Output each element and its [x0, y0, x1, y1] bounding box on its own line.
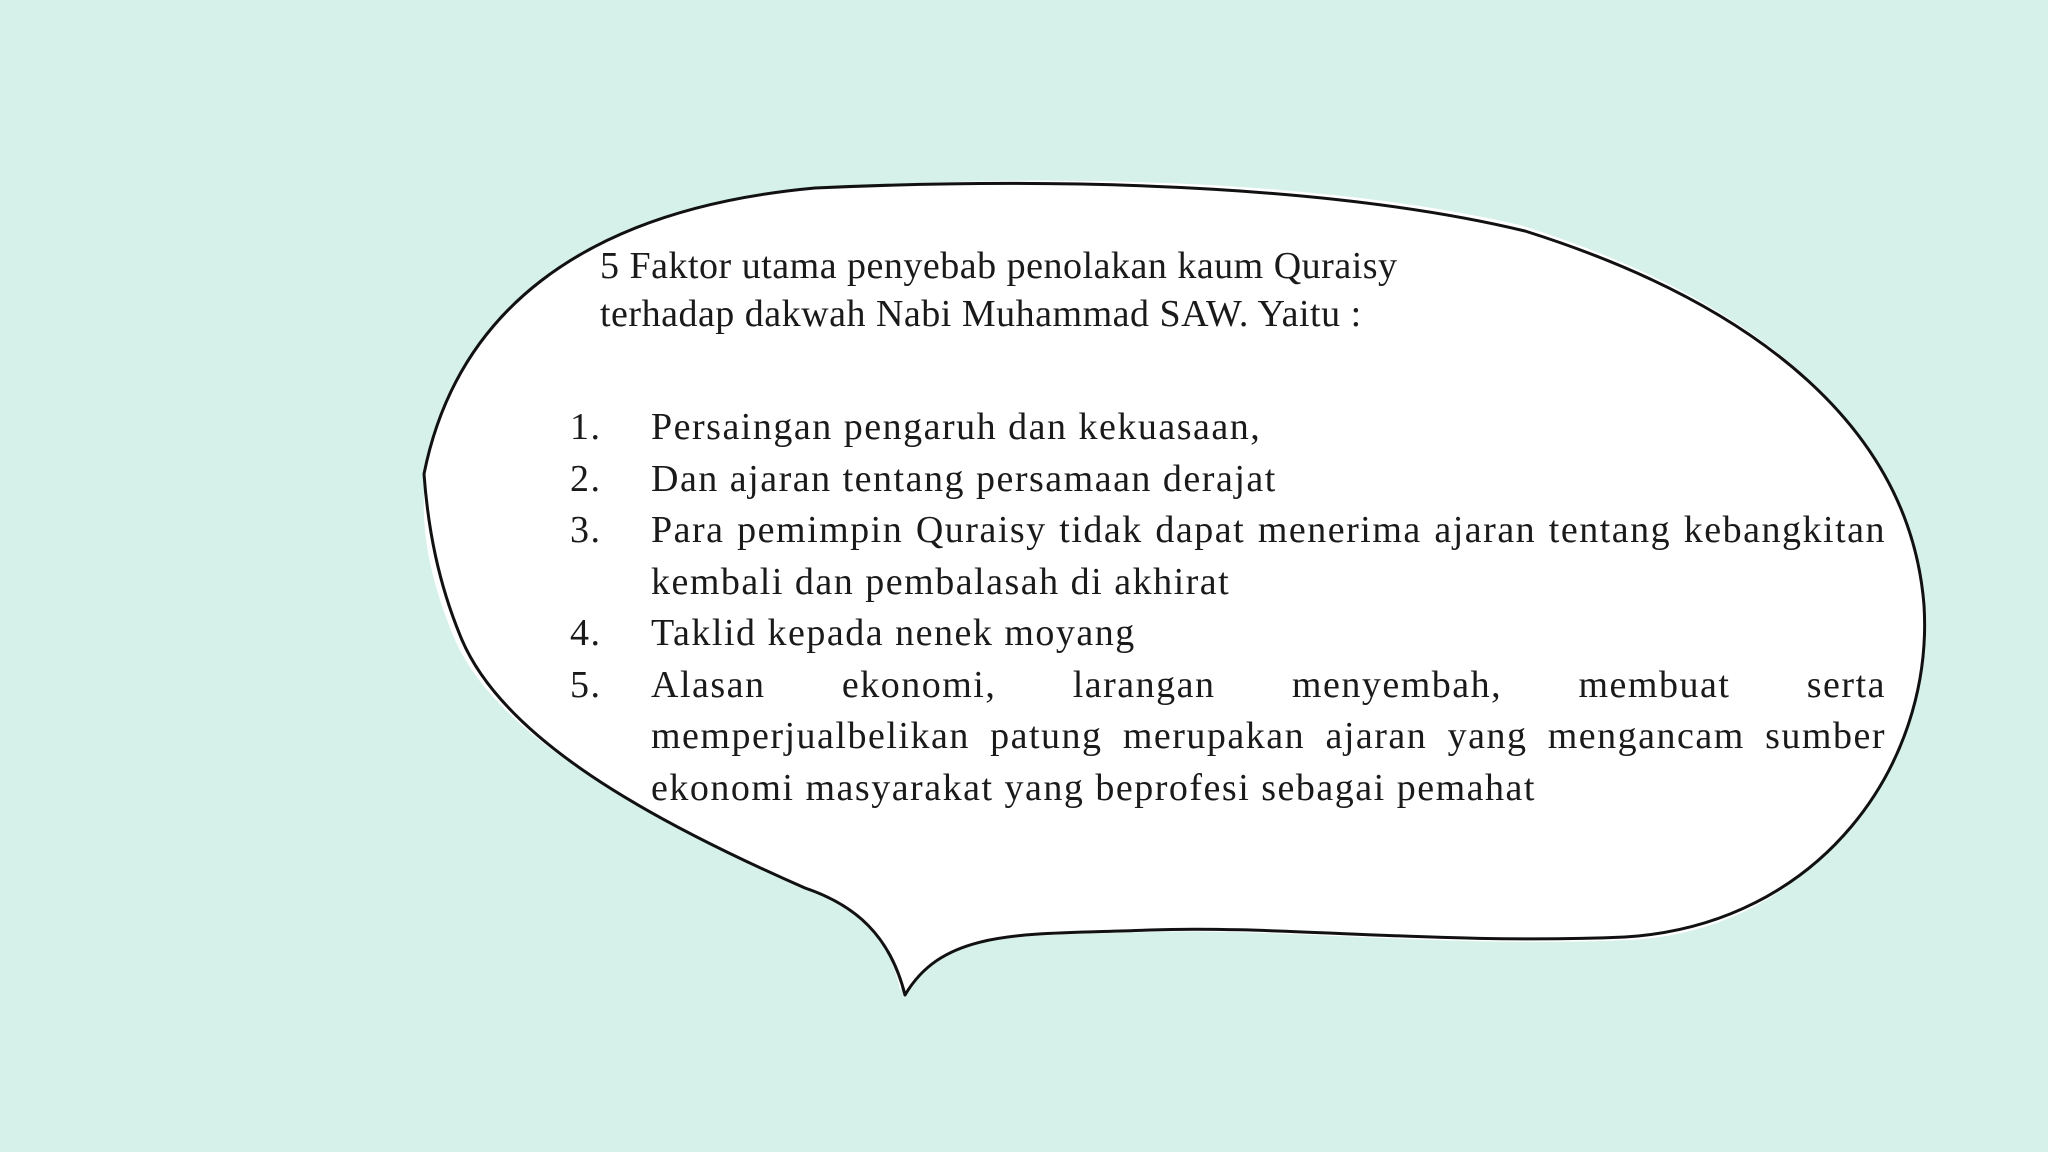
list-item-text: Alasan ekonomi, larangan menyembah, membuat serta memperjualbelikan patung merupakan ajaran yang mengancam sumber ekonomi masyarakat yang beprofesi sebagai pemahat: [651, 663, 1886, 809]
list-item-text: Para pemimpin Quraisy tidak dapat menerima ajaran tentang kebangkitan kembali dan pembalasah di akhirat: [651, 509, 1886, 603]
heading-line-2: terhadap dakwah Nabi Muhammad SAW. Yaitu :: [600, 293, 1362, 335]
list-item-number: 3.: [570, 509, 602, 551]
list-item-text: Taklid kepada nenek moyang: [651, 612, 1136, 654]
list-item: [570, 608, 1886, 660]
list-item-number: 1.: [570, 406, 602, 448]
heading-line-1: 5 Faktor utama penyebab penolakan kaum Quraisy: [600, 245, 1398, 287]
list-item: [570, 660, 1886, 815]
list-item-number: 4.: [570, 612, 602, 654]
reason-list: [570, 402, 1886, 814]
list-item: [570, 402, 1886, 454]
slide-heading: [600, 242, 1700, 338]
list-item: [570, 454, 1886, 506]
list-item-text: Persaingan pengaruh dan kekuasaan,: [651, 406, 1262, 448]
list-item-number: 5.: [570, 663, 602, 706]
list-item-text: Dan ajaran tentang persamaan derajat: [651, 457, 1277, 500]
list-item: [570, 505, 1886, 608]
list-item-number: 2.: [570, 457, 602, 500]
